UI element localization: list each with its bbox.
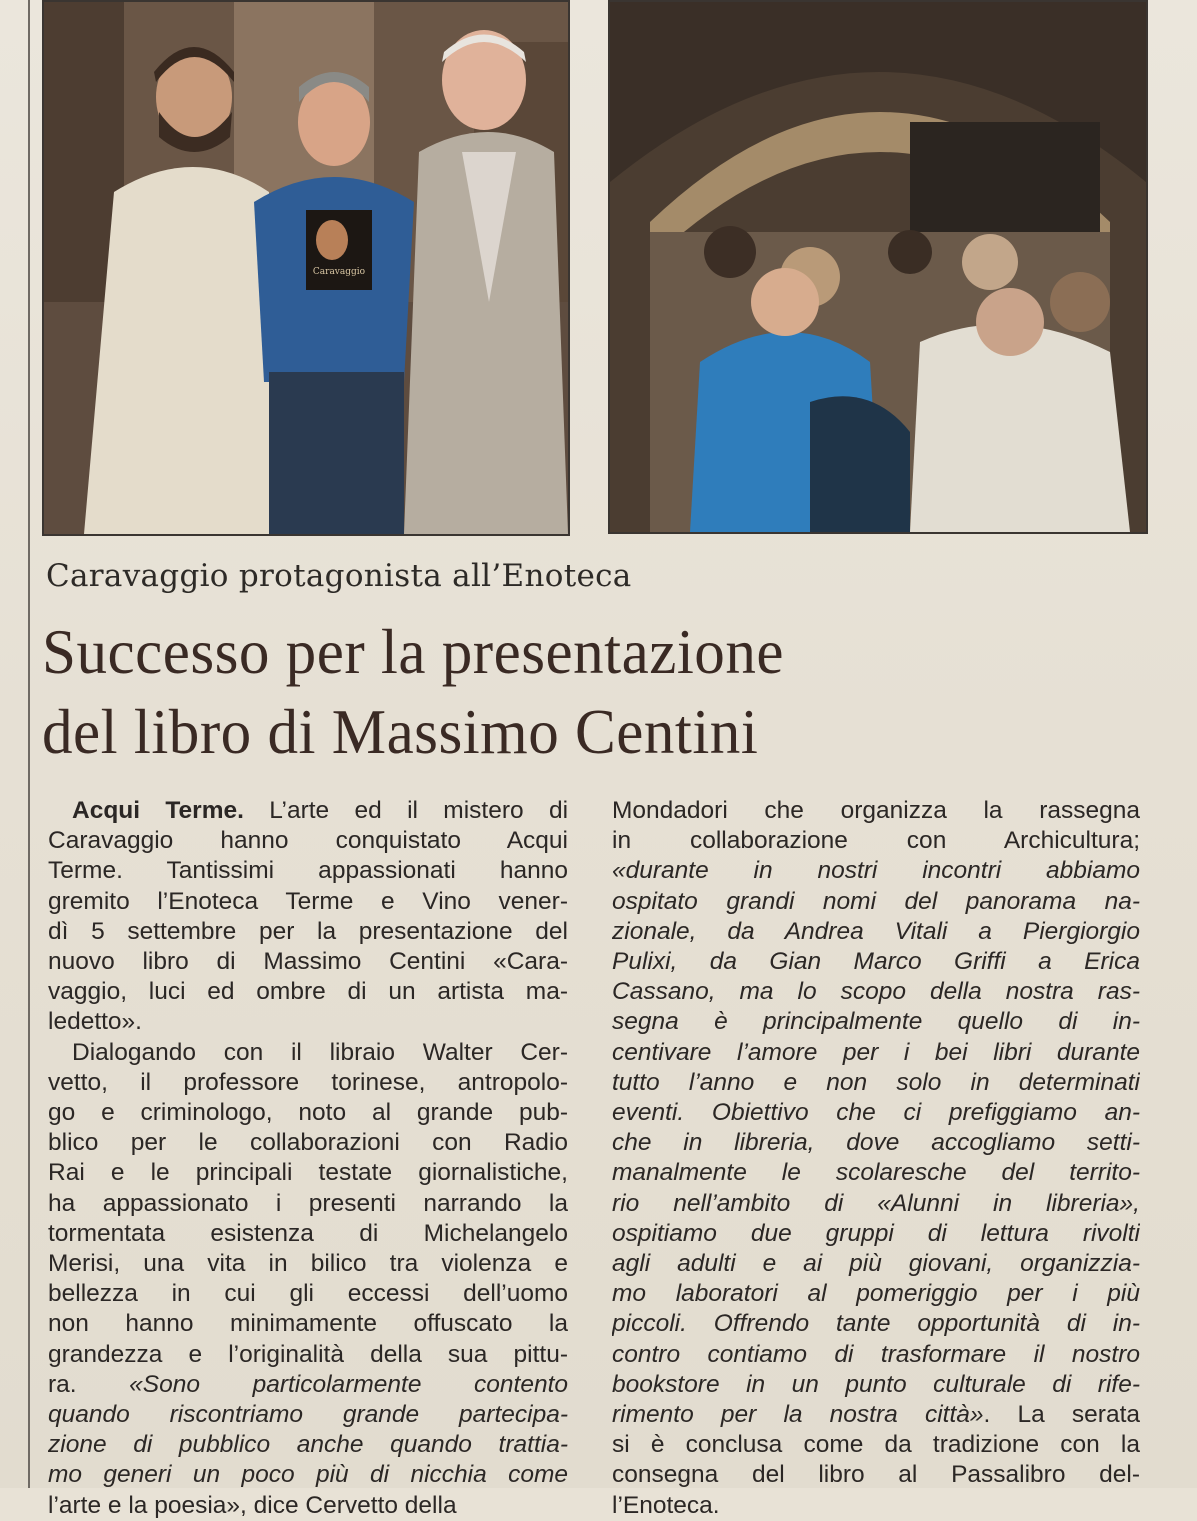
article-line: Mondadori che organizza la rassegna [612,797,1140,824]
article-line: tutto l’anno e non solo in determinati [612,1068,1140,1096]
article-line: che in libreria, dove accogliamo setti- [612,1129,1140,1157]
article-line: centivare l’amore per i bei libri durante [612,1038,1140,1066]
article-line: gremito l’Enoteca Terme e Vino vener- [48,887,568,915]
article-column-left [48,796,568,1521]
article-line: zione di pubblico anche quando trattia- [48,1431,568,1459]
article-line: bookstore in un punto culturale di rife- [612,1370,1140,1398]
article-line: mo generi un poco più di nicchia come [48,1461,568,1489]
article-line: Merisi, una vita in bilico tra violenza e [48,1250,568,1278]
article-line: ha appassionato i presenti narrando la [48,1189,568,1217]
book-cover-title: Caravaggio [312,267,366,277]
article-line: consegna del libro al Passalibro del- [612,1461,1140,1489]
article-line: Rai e le principali testate giornalistiche, [48,1159,568,1187]
photo-audience-enoteca [608,0,1148,534]
article-kicker: Caravaggio protagonista all’Enoteca [46,558,632,594]
article-line: grandezza e l’originalità della sua pittu- [48,1340,568,1368]
article-line: non hanno minimamente offuscato la [48,1310,568,1338]
headline-line-1: Successo per la presentazione [42,617,784,687]
article-column-right [612,796,1140,1521]
column-rule [28,0,30,1488]
article-line: contro contiamo di trasformare il nostro [612,1340,1140,1368]
article-line: rio nell’ambito di «Alunni in libreria», [612,1189,1140,1217]
article-line: tormentata esistenza di Michelangelo [48,1219,568,1247]
photo-author-and-hosts [42,0,570,536]
article-line: l’Enoteca. [612,1491,720,1519]
article-line: in collaborazione con Archicultura; [612,827,1140,855]
article-line: l’arte e la poesia», dice Cervetto della [48,1491,457,1519]
article-line: blico per le collaborazioni con Radio [48,1129,568,1157]
article-line: vetto, il professore torinese, antropolo- [48,1068,568,1096]
article-line: Cassano, ma lo scopo della nostra ras- [612,978,1140,1006]
article-line: ospitato grandi nomi del panorama na- [612,887,1140,915]
article-line: ledetto». [48,1008,142,1036]
article-line: Caravaggio hanno conquistato Acqui [48,827,568,855]
article-line: quando riscontriamo grande partecipa- [48,1401,568,1429]
article-line: dì 5 settembre per la presentazione del [48,917,568,945]
article-line: manalmente le scolaresche del territo- [612,1159,1140,1187]
article-line: «durante in nostri incontri abbiamo [612,857,1140,885]
article-line: zionale, da Andrea Vitali a Piergiorgio [612,917,1140,945]
article-line: eventi. Obiettivo che ci prefiggiamo an- [612,1099,1140,1127]
headline-line-2: del libro di Massimo Centini [42,697,759,767]
article-line: bellezza in cui gli eccessi dell’uomo [48,1280,568,1308]
article-line: Terme. Tantissimi appassionati hanno [48,857,568,885]
article-line: Pulixi, da Gian Marco Griffi a Erica [612,948,1140,976]
article-headline [42,612,1119,772]
article-line: Dialogando con il libraio Walter Cer- [72,1038,568,1066]
article-line: mo laboratori al pomeriggio per i più [612,1280,1140,1308]
article-line: go e criminologo, noto al grande pub- [48,1099,568,1127]
article-line: piccoli. Offrendo tante opportunità di in- [612,1310,1140,1338]
article-line: agli adulti e ai più giovani, organizzia- [612,1250,1140,1278]
article-line: vaggio, luci ed ombre di un artista ma- [48,978,568,1006]
article-line: ospitiamo due gruppi di lettura rivolti [612,1219,1140,1247]
article-line: si è conclusa come da tradizione con la [612,1431,1140,1459]
article-line: ra. «Sono particolarmente contento [48,1370,568,1398]
article-line: segna è principalmente quello di in- [612,1008,1140,1036]
article-line: rimento per la nostra città». La serata [612,1401,1140,1429]
article-line: nuovo libro di Massimo Centini «Cara- [48,948,568,976]
dateline: Acqui Terme. [72,797,244,824]
article-line: Acqui Terme. L’arte ed il mistero di [72,797,568,824]
